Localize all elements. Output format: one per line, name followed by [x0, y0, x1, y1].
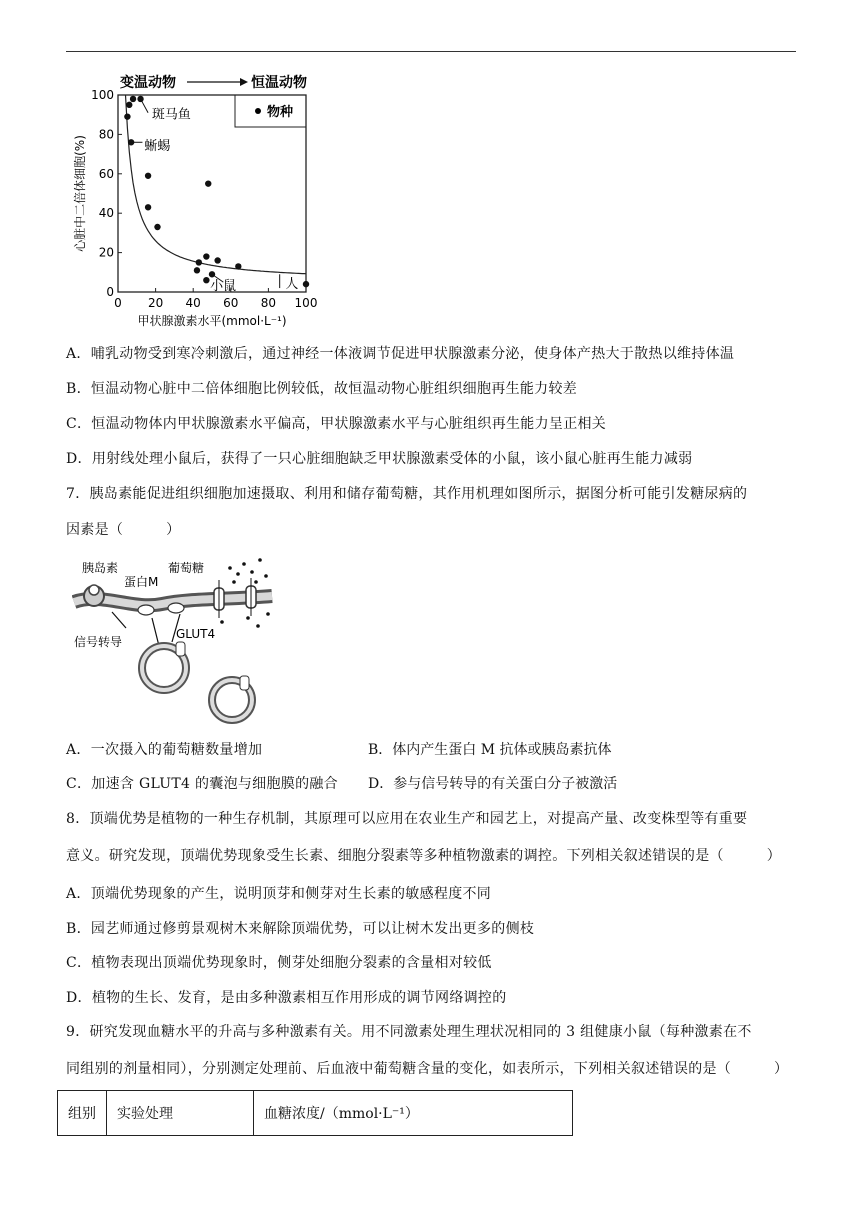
plot-frame	[118, 95, 306, 295]
x-tick-label: 80	[260, 296, 277, 310]
q7-option-a: A．一次摄入的葡萄糖数量增加	[66, 742, 263, 758]
q9-stem-line2: 同组别的剂量相同），分别测定处理前、后血液中葡萄糖含量的变化，如表所示，下列相关叙述错误的是（ ）	[66, 1061, 789, 1077]
data-point	[124, 113, 130, 119]
legend-marker	[255, 108, 261, 114]
y-tick-label: 40	[98, 206, 114, 221]
label-protein-m: 蛋白M	[124, 575, 159, 589]
y-tick-label: 80	[98, 127, 114, 142]
data-point	[235, 263, 241, 269]
table-row	[58, 1091, 573, 1136]
q8-stem-line2: 意义。研究发现，顶端优势现象受生长素、细胞分裂素等多种植物激素的调控。下列相关叙述错误的是（ ）	[66, 848, 781, 864]
q8-stem-line1: 8．顶端优势是植物的一种生存机制，其原理可以应用在农业生产和园艺上，对提高产量、改变株型等有重要	[66, 811, 748, 827]
q8-option-b: B．园艺师通过修剪景观树木来解除顶端优势，可以让树木发出更多的侧枝	[66, 921, 535, 937]
data-point	[203, 277, 209, 283]
y-axis-title: 心脏中二倍体细胞(%)	[73, 135, 87, 252]
table-header-treatment: 实验处理	[107, 1091, 254, 1136]
table-header-glucose: 血糖浓度/（mmol·L⁻¹）	[254, 1091, 573, 1136]
x-tick-label: 20	[147, 296, 164, 310]
annotation-human: 人	[285, 277, 299, 293]
q7-option-c: C．加速含 GLUT4 的囊泡与细胞膜的融合	[66, 776, 338, 792]
label-glucose: 葡萄糖	[168, 561, 205, 575]
x-tick-label: 0	[114, 296, 122, 310]
label-insulin: 胰岛素	[82, 561, 119, 575]
insulin-mechanism-diagram	[72, 552, 282, 727]
annotation-mouse: 小鼠	[210, 279, 237, 295]
legend-label: 物种	[267, 105, 294, 120]
x-axis-title: 甲状腺激素水平(mmol·L⁻¹)	[137, 314, 287, 328]
data-point	[303, 281, 309, 287]
q7-stem-line2: 因素是（ ）	[66, 522, 181, 538]
label-endotherm: 恒温动物	[251, 75, 307, 91]
q6-option-c: C．恒温动物体内甲状腺激素水平偏高，甲状腺激素水平与心脏组织再生能力呈正相关	[66, 416, 607, 432]
y-tick-label: 20	[98, 245, 114, 260]
data-point	[145, 204, 151, 210]
q7-option-b: B．体内产生蛋白 M 抗体或胰岛素抗体	[368, 742, 612, 758]
q8-option-d: D．植物的生长、发育，是由多种激素相互作用形成的调节网络调控的	[66, 990, 507, 1006]
data-point	[196, 259, 202, 265]
x-tick-label: 100	[294, 296, 318, 310]
thyroid-scatter-chart	[70, 68, 320, 338]
data-point	[130, 96, 136, 102]
label-glut4: GLUT4	[176, 627, 216, 641]
label-ectotherm: 变温动物	[120, 75, 176, 91]
y-tick-label: 100	[91, 88, 114, 102]
q6-option-d: D．用射线处理小鼠后，获得了一只心脏细胞缺乏甲状腺激素受体的小鼠，该小鼠心脏再生能力减弱	[66, 451, 693, 467]
q6-option-a: A．哺乳动物受到寒冷刺激后，通过神经一体液调节促进甲状腺激素分泌，使身体产热大于散热以维持体温	[66, 346, 735, 362]
y-tick-label: 60	[98, 166, 114, 181]
data-point	[214, 257, 220, 263]
data-point	[126, 102, 132, 108]
label-signal-transduction: 信号转导	[74, 635, 123, 649]
leader-zebrafish	[141, 99, 149, 113]
y-tick-label: 0	[106, 285, 114, 299]
q6-option-b: B．恒温动物心脏中二倍体细胞比例较低，故恒温动物心脏组织细胞再生能力较差	[66, 381, 578, 397]
data-point	[154, 224, 160, 230]
q8-option-a: A．顶端优势现象的产生，说明顶芽和侧芽对生长素的敏感程度不同	[66, 886, 492, 902]
header-rule	[66, 51, 796, 52]
x-tick-label: 40	[185, 296, 201, 310]
insulin-molecule	[89, 585, 99, 595]
x-tick-label: 60	[223, 296, 239, 310]
data-point	[203, 253, 209, 259]
q8-option-c: C．植物表现出顶端优势现象时，侧芽处细胞分裂素的含量相对较低	[66, 955, 492, 971]
q7-stem-line1: 7．胰岛素能促进组织细胞加速摄取、利用和储存葡萄糖，其作用机理如图所示，据图分析可能引发糖尿病的	[66, 486, 748, 502]
arrow-head	[240, 78, 248, 86]
table-header-group: 组别	[58, 1091, 107, 1136]
data-point	[145, 173, 151, 179]
q7-option-d: D．参与信号转导的有关蛋白分子被激活	[368, 776, 618, 792]
data-point	[205, 180, 211, 186]
annotation-zebrafish: 斑马鱼	[151, 107, 191, 123]
q9-stem-line1: 9．研究发现血糖水平的升高与多种激素有关。用不同激素处理生理状况相同的 3 组健康小鼠（每种激素在不	[66, 1024, 752, 1040]
data-point	[194, 267, 200, 273]
annotation-lizard: 蜥蜴	[144, 139, 171, 155]
q9-table	[57, 1090, 573, 1136]
